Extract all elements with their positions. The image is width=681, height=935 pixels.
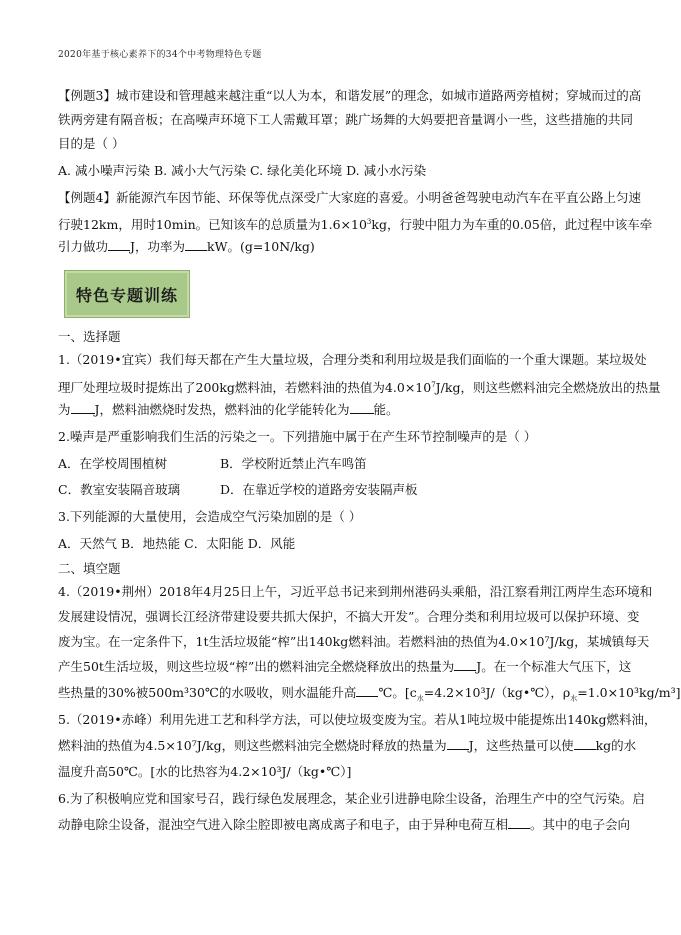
example3-line1: 【例题3】城市建设和管理越来越注重“以人为本，和谐发展”的理念，如城市道路两旁植树；穿城而过的高 bbox=[58, 88, 642, 103]
question2-option-c: C．教室安装隔音玻璃 bbox=[58, 482, 181, 497]
example4-line3: 引力做功 J，功率为 kW。(g=10N/kg) bbox=[58, 239, 315, 254]
answer-blank[interactable] bbox=[508, 816, 530, 829]
question4-line3: 废为宝。在一定条件下，1t生活垃圾能“榨”出140kg燃料油。若燃料油的热值为4.0×10⁷J/kg，某城镇每天 bbox=[58, 634, 650, 649]
special-training-banner: 特色专题训练 bbox=[64, 270, 190, 318]
question1-line1: 1.（2019•宜宾）我们每天都在产生大量垃圾，合理分类和利用垃圾是我们面临的一个重大课题。某垃圾处 bbox=[58, 352, 647, 367]
section-fill-title: 二、填空题 bbox=[58, 561, 121, 576]
question4-line4: 产生50t生活垃圾，则这些垃圾“榨”出的燃料油完全燃烧释放出的热量为 J。在一个标准大气压下，这 bbox=[58, 659, 632, 674]
example4-line2: 行驶12km，用时10min。已知该车的总质量为$1.6\times 10^3kg$，行驶中阻力为车重的0.05倍，此过程中该车牵 bbox=[58, 217, 653, 233]
question6-line1: 6.为了积极响应党和国家号召，践行绿色发展理念，某企业引进静电除尘设备，治理生产中的空气污染。启 bbox=[58, 791, 645, 806]
question2-option-d: D．在靠近学校的道路旁安装隔声板 bbox=[220, 482, 418, 497]
answer-blank[interactable] bbox=[350, 401, 374, 414]
example4-line1: 【例题4】新能源汽车因节能、环保等优点深受广大家庭的喜爱。小明爸爸驾驶电动汽车在平直公路上匀速 bbox=[58, 190, 641, 205]
answer-blank[interactable] bbox=[185, 238, 207, 251]
page-header: 2020年基于核心素养下的34个中考物理特色专题 bbox=[58, 50, 262, 60]
answer-blank[interactable] bbox=[454, 658, 476, 671]
question1-line2: 理厂处理垃圾时提炼出了200kg燃料油，若燃料油的热值为$4.0\times 10^7J/kg$，则这些燃料油完全燃烧放出的热量 bbox=[58, 380, 661, 396]
answer-blank[interactable] bbox=[108, 238, 130, 251]
answer-blank[interactable] bbox=[356, 684, 378, 697]
question2-option-a: A．在学校周围植树 bbox=[58, 456, 168, 471]
question4-line5: 些热量的30%被500m³30℃的水吸收，则水温能升高 ℃。[$c_水=4.2\times 10^3J/(kg•℃)$，$\rho_水=1.0\times 10^3kg/m^3$] bbox=[58, 685, 681, 703]
answer-blank[interactable] bbox=[71, 401, 95, 414]
question5-line1: 5.（2019•赤峰）利用先进工艺和科学方法，可以使垃圾变废为宝。若从1吨垃圾中能提炼出140kg燃料油， bbox=[58, 712, 657, 727]
answer-blank[interactable] bbox=[447, 737, 469, 750]
section-choice-title: 一、选择题 bbox=[58, 329, 121, 344]
question4-line2: 发展建设情况，强调长江经济带建设要共抓大保护，不搞大开发”。合理分类和利用垃圾可以保护环境、变 bbox=[58, 609, 640, 624]
question3-options: A．天然气 B．地热能 C．太阳能 D．风能 bbox=[58, 536, 296, 551]
answer-blank[interactable] bbox=[574, 737, 596, 750]
question1-line3: 为 J，燃料油燃烧时发热，燃料油的化学能转化为 能。 bbox=[58, 402, 399, 417]
question2-option-b: B．学校附近禁止汽车鸣笛 bbox=[220, 456, 367, 471]
question6-line2: 动静电除尘设备，混浊空气进入除尘腔即被电离成离子和电子，由于异种电荷互相 。其中的电子会向 bbox=[58, 817, 631, 832]
question4-line1: 4.（2019•荆州）2018年4月25日上午，习近平总书记来到荆州港码头乘船，沿江察看荆江两岸生态环境和 bbox=[58, 584, 653, 599]
question5-line3: 温度升高50℃。[水的比热容为4.2×10³J/（kg•℃）] bbox=[58, 764, 352, 779]
example3-line3: 目的是（ ） bbox=[58, 136, 125, 151]
example3-line2: 铁两旁建有隔音板；在高噪声环境下工人需戴耳罩；跳广场舞的大妈要把音量调小一些，这些措施的共同 bbox=[58, 112, 634, 127]
question2-stem: 2.噪声是严重影响我们生活的污染之一。下列措施中属于在产生环节控制噪声的是（ ） bbox=[58, 429, 537, 444]
question5-line2: 燃料油的热值为4.5×10⁷J/kg，则这些燃料油完全燃烧时释放的热量为 J，这些热量可以使 kg的水 bbox=[58, 738, 637, 753]
example3-options: A. 减小噪声污染 B. 减小大气污染 C. 绿化美化环境 D. 减小水污染 bbox=[58, 163, 427, 178]
question3-stem: 3.下列能源的大量使用，会造成空气污染加剧的是（ ） bbox=[58, 509, 362, 524]
